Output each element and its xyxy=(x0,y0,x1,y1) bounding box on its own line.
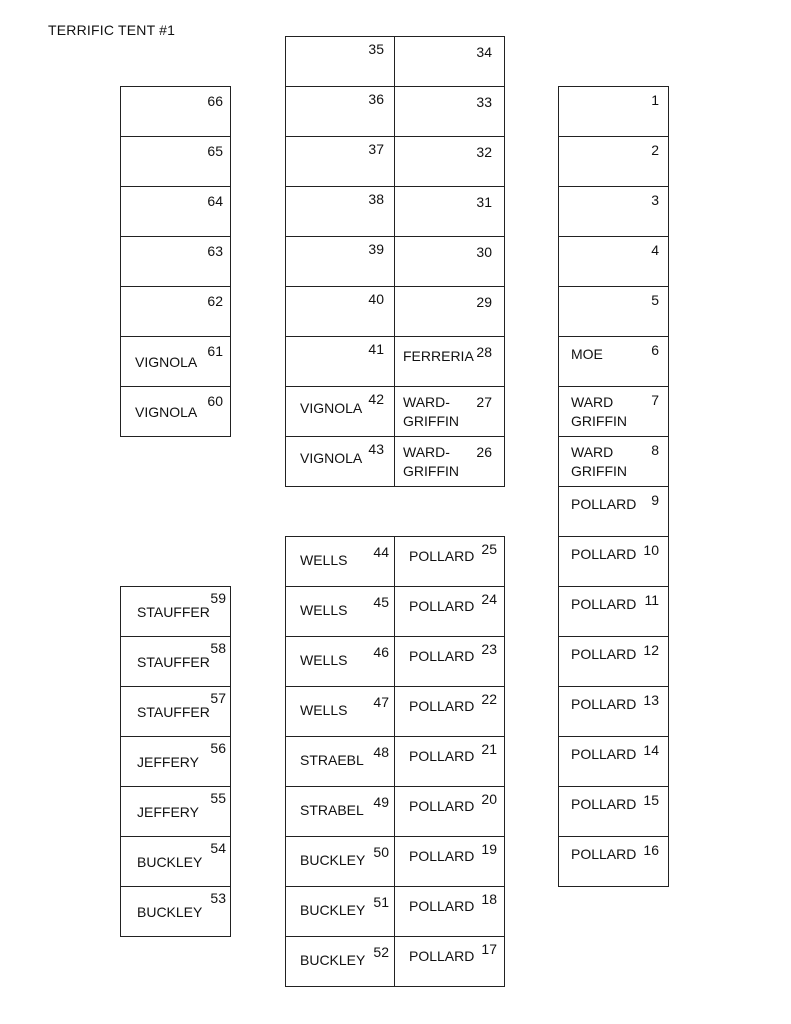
booth-number: 3 xyxy=(651,192,659,208)
booth-number: 54 xyxy=(210,840,226,856)
booth-number: 64 xyxy=(207,193,223,209)
booth-cell xyxy=(285,686,395,737)
booth-cell xyxy=(120,886,231,937)
booth-vendor-name: POLLARD xyxy=(409,698,475,714)
booth-number: 7 xyxy=(651,392,659,408)
booth-number: 21 xyxy=(481,741,497,757)
diagram-title: TERRIFIC TENT #1 xyxy=(48,22,176,38)
booth-cell xyxy=(120,786,231,837)
booth-number: 29 xyxy=(476,294,492,310)
booth-vendor-name: BUCKLEY xyxy=(300,902,366,918)
booth-cell xyxy=(394,886,505,937)
booth-number: 55 xyxy=(210,790,226,806)
booth-vendor-name: POLLARD xyxy=(571,646,637,662)
booth-number: 34 xyxy=(476,44,492,60)
booth-cell xyxy=(558,336,669,387)
booth-cell xyxy=(120,336,231,387)
booth-cell xyxy=(394,636,505,687)
booth-number: 2 xyxy=(651,142,659,158)
booth-vendor-name: POLLARD xyxy=(409,798,475,814)
booth-cell xyxy=(394,586,505,637)
booth-number: 51 xyxy=(373,894,389,910)
booth-cell xyxy=(120,136,231,187)
booth-number: 53 xyxy=(210,890,226,906)
booth-number: 33 xyxy=(476,94,492,110)
booth-vendor-name: BUCKLEY xyxy=(137,904,203,920)
booth-vendor-name: POLLARD xyxy=(409,548,475,564)
booth-number: 60 xyxy=(207,393,223,409)
booth-vendor-name: WELLS xyxy=(300,602,348,618)
booth-cell xyxy=(558,236,669,287)
booth-vendor-name: POLLARD xyxy=(409,898,475,914)
booth-cell xyxy=(558,486,669,537)
booth-cell xyxy=(558,636,669,687)
booth-number: 18 xyxy=(481,891,497,907)
booth-cell xyxy=(394,736,505,787)
booth-vendor-name: WELLS xyxy=(300,702,348,718)
booth-number: 10 xyxy=(643,542,659,558)
booth-number: 4 xyxy=(651,242,659,258)
booth-cell xyxy=(285,136,395,187)
booth-cell xyxy=(285,386,395,437)
booth-number: 1 xyxy=(651,92,659,108)
booth-vendor-name: JEFFERY xyxy=(137,804,199,820)
booth-vendor-name: POLLARD xyxy=(409,748,475,764)
booth-number: 66 xyxy=(207,93,223,109)
booth-number: 17 xyxy=(481,941,497,957)
booth-cell xyxy=(558,536,669,587)
booth-vendor-name: VIGNOLA xyxy=(300,450,363,466)
booth-number: 49 xyxy=(373,794,389,810)
booth-vendor-name: WELLS xyxy=(300,652,348,668)
booth-vendor-name: POLLARD xyxy=(571,746,637,762)
booth-vendor-name: STAUFFER xyxy=(137,654,210,670)
booth-number: 43 xyxy=(368,441,384,457)
booth-vendor-name: POLLARD xyxy=(571,796,637,812)
booth-cell xyxy=(558,736,669,787)
booth-vendor-name: POLLARD xyxy=(409,648,475,664)
booth-cell xyxy=(285,636,395,687)
booth-cell xyxy=(120,686,231,737)
booth-number: 45 xyxy=(373,594,389,610)
booth-vendor-name: STAUFFER xyxy=(137,604,210,620)
booth-vendor-name: BUCKLEY xyxy=(300,852,366,868)
booth-number: 47 xyxy=(373,694,389,710)
booth-cell xyxy=(285,936,395,987)
booth-number: 61 xyxy=(207,343,223,359)
booth-vendor-name: WARD- GRIFFIN xyxy=(403,444,459,479)
booth-number: 19 xyxy=(481,841,497,857)
booth-vendor-name: VIGNOLA xyxy=(135,354,198,370)
booth-cell xyxy=(120,186,231,237)
booth-number: 11 xyxy=(644,592,659,608)
booth-vendor-name: JEFFERY xyxy=(137,754,199,770)
booth-cell xyxy=(285,886,395,937)
booth-cell xyxy=(285,586,395,637)
booth-cell xyxy=(394,936,505,987)
booth-number: 23 xyxy=(481,641,497,657)
booth-number: 35 xyxy=(368,41,384,57)
booth-cell xyxy=(285,236,395,287)
booth-number: 50 xyxy=(373,844,389,860)
booth-cell xyxy=(394,336,505,387)
booth-cell xyxy=(120,736,231,787)
booth-vendor-name: POLLARD xyxy=(571,846,637,862)
booth-cell xyxy=(558,136,669,187)
booth-cell xyxy=(120,836,231,887)
booth-number: 48 xyxy=(373,744,389,760)
booth-cell xyxy=(285,36,395,87)
booth-cell xyxy=(394,36,505,87)
booth-cell xyxy=(394,386,505,437)
booth-cell xyxy=(558,836,669,887)
booth-vendor-name: POLLARD xyxy=(571,496,637,512)
booth-cell xyxy=(120,636,231,687)
booth-number: 65 xyxy=(207,143,223,159)
booth-number: 63 xyxy=(207,243,223,259)
booth-number: 57 xyxy=(210,690,226,706)
booth-number: 16 xyxy=(643,842,659,858)
booth-vendor-name: POLLARD xyxy=(409,848,475,864)
booth-cell xyxy=(285,536,395,587)
booth-number: 56 xyxy=(210,740,226,756)
booth-vendor-name: POLLARD xyxy=(409,598,475,614)
booth-number: 28 xyxy=(476,344,492,360)
booth-cell xyxy=(558,686,669,737)
booth-vendor-name: POLLARD xyxy=(409,948,475,964)
booth-cell xyxy=(558,186,669,237)
booth-number: 41 xyxy=(368,341,384,357)
booth-cell xyxy=(120,586,231,637)
booth-vendor-name: POLLARD xyxy=(571,696,637,712)
booth-vendor-name: WARD GRIFFIN xyxy=(571,394,627,429)
booth-vendor-name: WARD- GRIFFIN xyxy=(403,394,459,429)
booth-number: 30 xyxy=(476,244,492,260)
booth-cell xyxy=(394,836,505,887)
booth-number: 14 xyxy=(643,742,659,758)
booth-cell xyxy=(558,436,669,487)
booth-number: 8 xyxy=(651,442,659,458)
booth-vendor-name: POLLARD xyxy=(571,596,637,612)
booth-cell xyxy=(120,236,231,287)
booth-number: 52 xyxy=(373,944,389,960)
booth-number: 39 xyxy=(368,241,384,257)
booth-cell xyxy=(285,286,395,337)
booth-cell xyxy=(558,786,669,837)
booth-vendor-name: VIGNOLA xyxy=(300,400,363,416)
booth-number: 15 xyxy=(643,792,659,808)
booth-cell xyxy=(285,86,395,137)
booth-cell xyxy=(120,286,231,337)
booth-number: 62 xyxy=(207,293,223,309)
booth-vendor-name: STAUFFER xyxy=(137,704,210,720)
booth-cell xyxy=(394,286,505,337)
booth-number: 25 xyxy=(481,541,497,557)
booth-cell xyxy=(285,786,395,837)
booth-number: 37 xyxy=(368,141,384,157)
booth-number: 36 xyxy=(368,91,384,107)
booth-number: 42 xyxy=(368,391,384,407)
booth-cell xyxy=(285,186,395,237)
booth-vendor-name: BUCKLEY xyxy=(300,952,366,968)
booth-number: 44 xyxy=(373,544,389,560)
booth-cell xyxy=(285,836,395,887)
booth-number: 38 xyxy=(368,191,384,207)
booth-cell xyxy=(558,86,669,137)
booth-cell xyxy=(394,536,505,587)
booth-number: 5 xyxy=(651,292,659,308)
booth-cell xyxy=(285,736,395,787)
booth-number: 24 xyxy=(481,591,497,607)
booth-number: 22 xyxy=(481,691,497,707)
booth-vendor-name: STRAEBL xyxy=(300,752,364,768)
booth-number: 6 xyxy=(651,342,659,358)
booth-cell xyxy=(120,86,231,137)
booth-cell xyxy=(394,786,505,837)
booth-number: 13 xyxy=(643,692,659,708)
booth-vendor-name: STRABEL xyxy=(300,802,364,818)
booth-number: 27 xyxy=(476,394,492,410)
booth-number: 12 xyxy=(643,642,659,658)
booth-cell xyxy=(394,236,505,287)
booth-number: 20 xyxy=(481,791,497,807)
booth-vendor-name: POLLARD xyxy=(571,546,637,562)
booth-cell xyxy=(558,286,669,337)
booth-number: 31 xyxy=(476,194,492,210)
booth-vendor-name: MOE xyxy=(571,346,603,362)
booth-number: 59 xyxy=(210,590,226,606)
booth-vendor-name: BUCKLEY xyxy=(137,854,203,870)
booth-cell xyxy=(394,136,505,187)
booth-cell xyxy=(394,186,505,237)
booth-number: 58 xyxy=(210,640,226,656)
booth-cell xyxy=(394,436,505,487)
booth-cell xyxy=(285,336,395,387)
booth-number: 32 xyxy=(476,144,492,160)
booth-vendor-name: WARD GRIFFIN xyxy=(571,444,627,479)
booth-number: 46 xyxy=(373,644,389,660)
booth-cell xyxy=(558,386,669,437)
booth-vendor-name: VIGNOLA xyxy=(135,404,198,420)
booth-number: 40 xyxy=(368,291,384,307)
booth-cell xyxy=(394,686,505,737)
booth-number: 9 xyxy=(651,492,659,508)
booth-cell xyxy=(394,86,505,137)
booth-cell xyxy=(558,586,669,637)
booth-cell xyxy=(120,386,231,437)
booth-vendor-name: FERRERIA xyxy=(403,348,474,364)
booth-number: 26 xyxy=(476,444,492,460)
booth-vendor-name: WELLS xyxy=(300,552,348,568)
booth-cell xyxy=(285,436,395,487)
